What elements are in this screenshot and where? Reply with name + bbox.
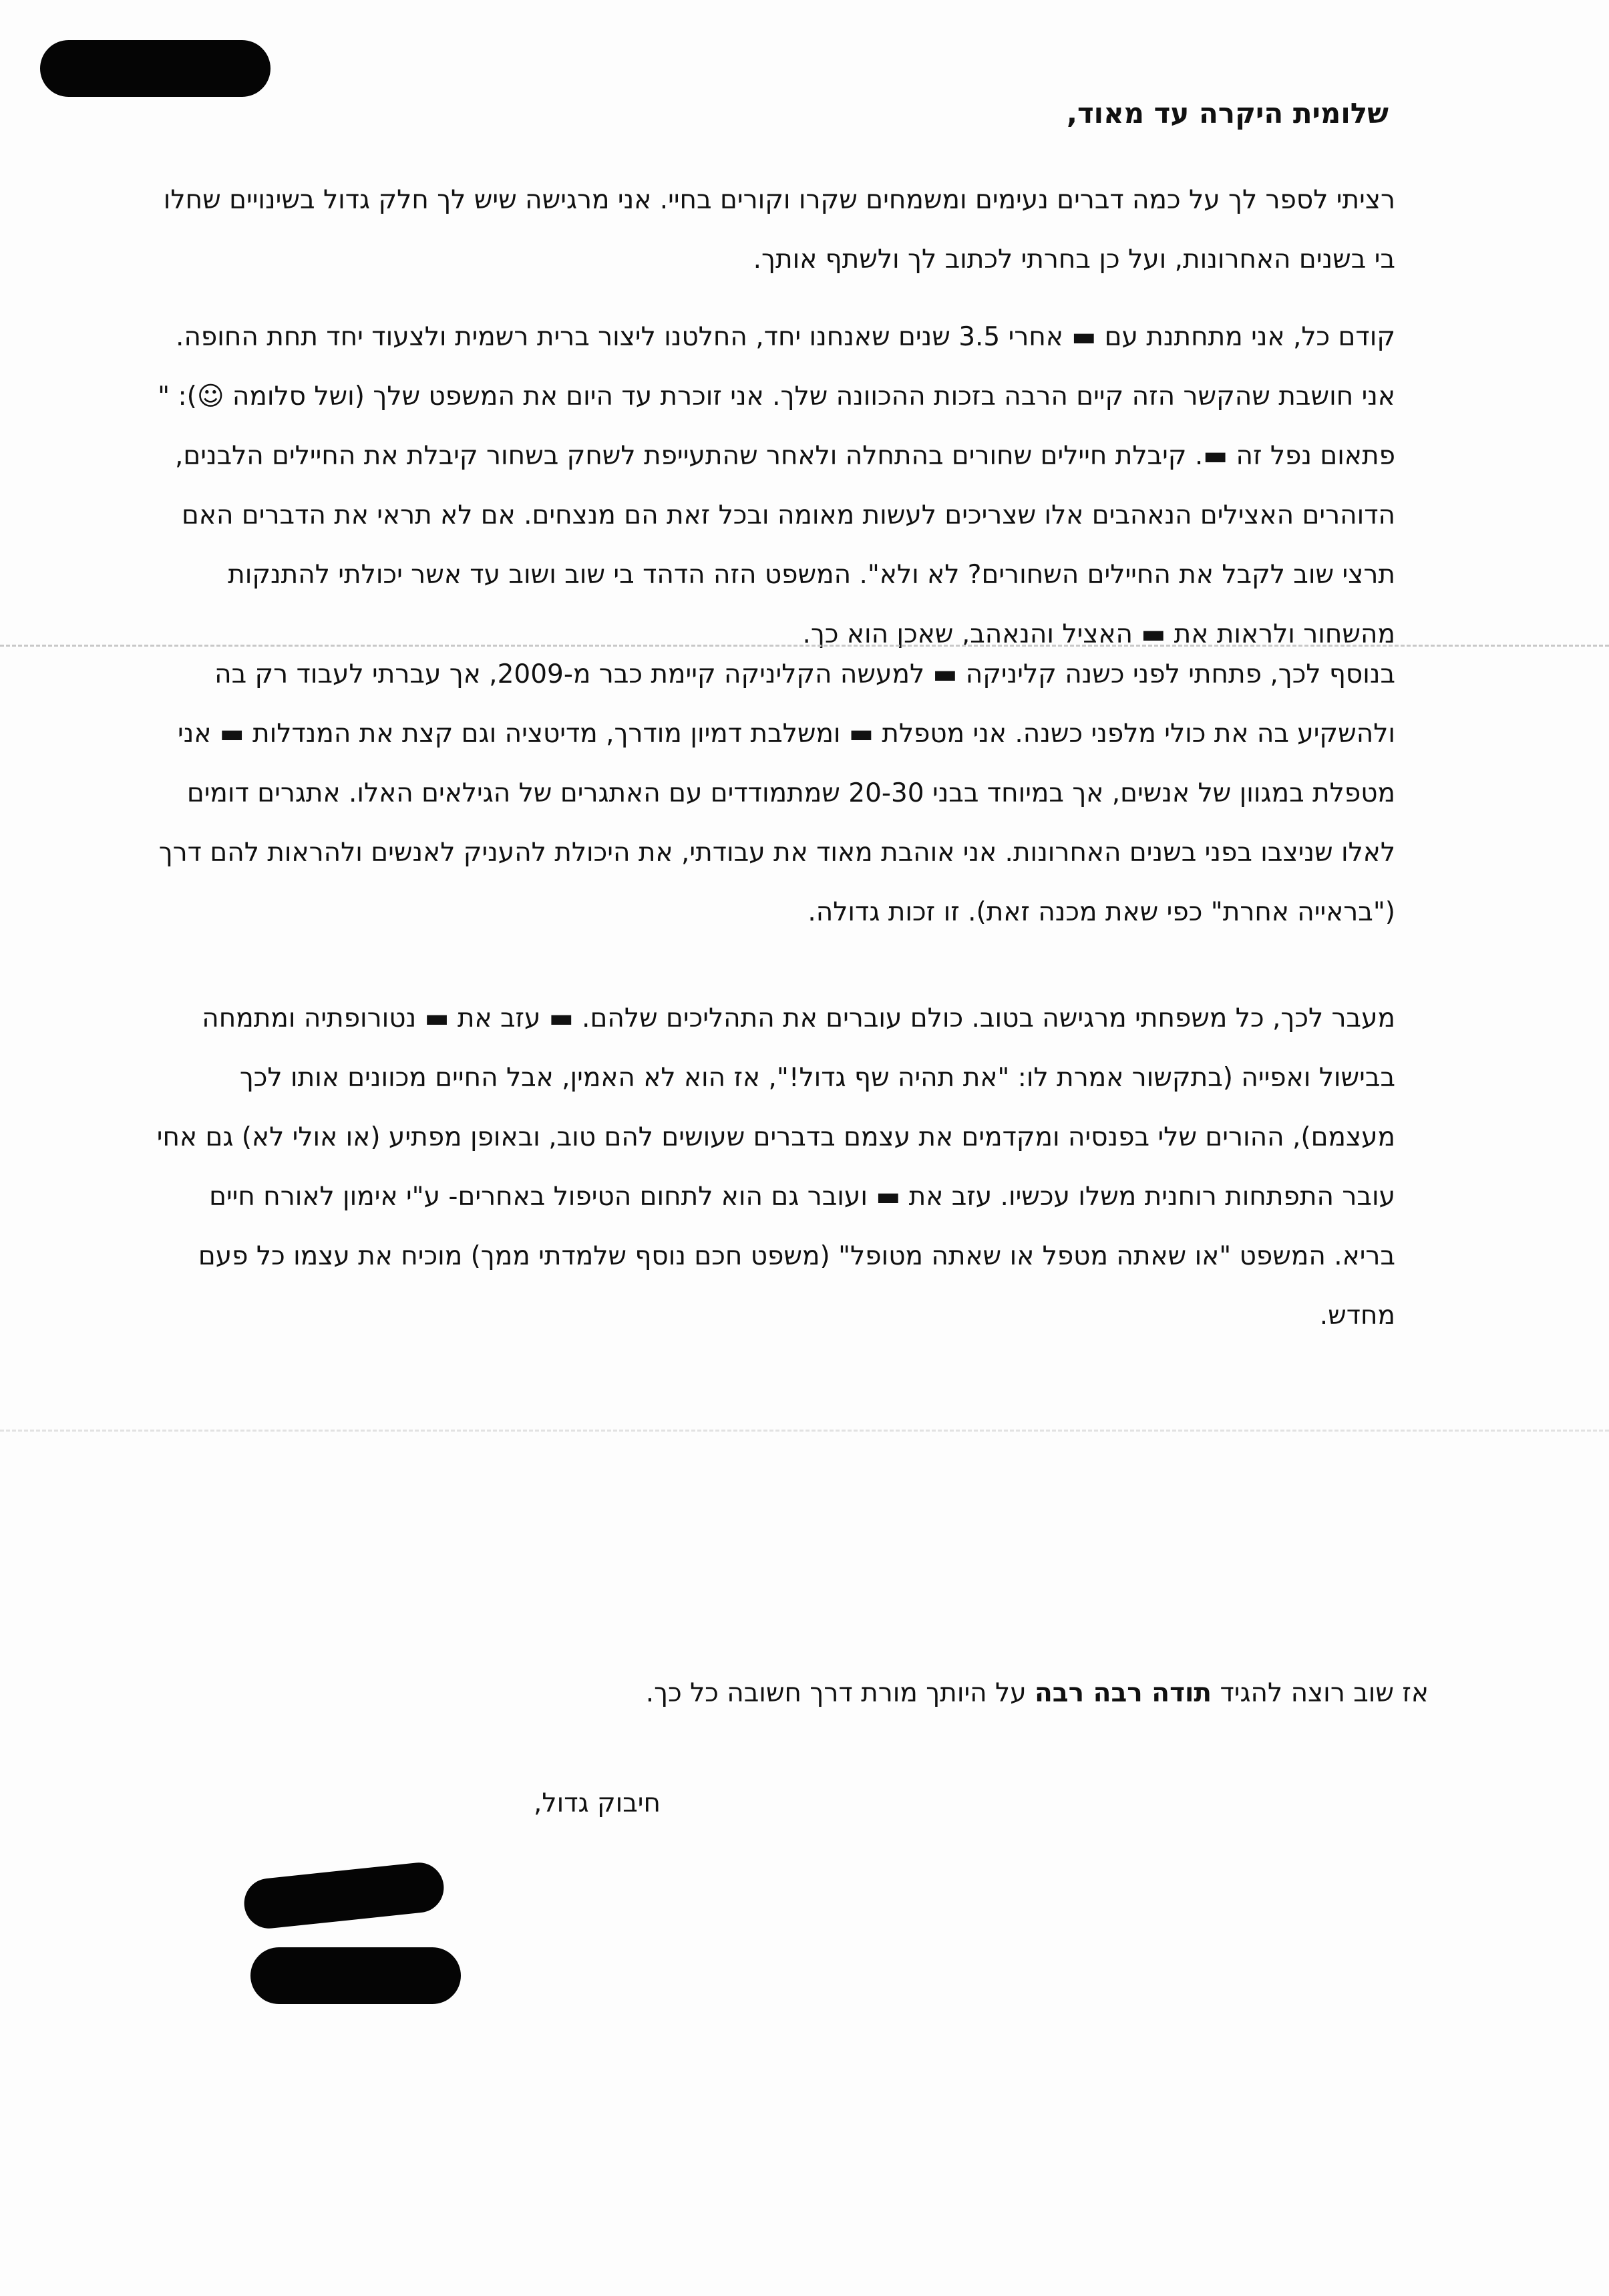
- redacted-header-mark: [40, 40, 271, 97]
- closing-suffix: על היותך מורת דרך חשובה כל כך.: [645, 1678, 1035, 1708]
- closing-bold: תודה רבה רבה: [1035, 1678, 1212, 1708]
- paragraph-clinic: בנוסף לכך, פתחתי לפני כשנה קליניקה ▬ למעשה הקליניקה קיימת כבר מ-2009, אך עברתי לעבוד רק בה ולהשקיע בה את כולי מלפני כשנה. אני מטפלת ▬ ומשלבת דמיון מודרך, מדיטציה וגם קצת את המנדלות ▬ אני מטפלת במגוון של אנשים, אך במיוחד בבני 20-30 שמתמודדים עם האתגרים של הגילאים האלו. אתגרים דומים לאלו שניצבו בפני בשנים האחרונות. אני אוהבת מאוד את עבודתי, את היכולת להעניק לאנשים ולהראות להם דרך ("בראייה אחרת" כפי שאת מכנה זאת). זו זכות גדולה.: [158, 659, 1395, 927]
- signoff: חיבוק גדול,: [534, 1788, 661, 1818]
- redacted-signature-line-2: [250, 1947, 461, 2004]
- closing-line: [160, 1673, 1429, 1713]
- letter-salutation: שלומית היקרה עד מאוד,: [1067, 97, 1389, 130]
- page-fold-line: [0, 1430, 1609, 1432]
- paragraph-intro: רציתי לספר לך על כמה דברים נעימים ומשמחים שקרו וקורים בחיי. אני מרגישה שיש לך חלק גדול בשינויים שחלו בי בשנים האחרונות, ועל כן בחרתי לכתוב לך ולשתף אותך.: [163, 185, 1395, 275]
- redacted-signature-line-1: [242, 1860, 446, 1931]
- paragraph-wedding: קודם כל, אני מתחתנת עם ▬ אחרי 3.5 שנים שאנחנו יחד, החלטנו ליצור ברית רשמית ולצעוד יחד תחת החופה. אני חושבת שהקשר הזה קיים הרבה בזכות ההכוונה שלך. אני זוכרת עד היום את המשפט שלך (ושל סלומה ☺): " פתאום נפל זה ▬. קיבלת חיילים שחורים בהתחלה ולאחר שהתעייפת לשחק בשחור קיבלת את החיילים הלבנים, הדוהרים האצילים הנאהבים אלו שצריכים לעשות מאומה ובכל זאת הם מנצחים. אם לא תראי את הדברים האם תרצי שוב לקבל את החיילים השחורים? לא ולא". המשפט הזה הדהד בי שוב ושוב עד אשר יכולתי להתנקות מהשחור ולראות את ▬ האציל והנאהב, שאכן הוא כך.: [158, 322, 1395, 649]
- paragraph-family: מעבר לכך, כל משפחתי מרגישה בטוב. כולם עוברים את התהליכים שלהם. ▬ עזב את ▬ נטורופתיה ומתמחה בבישול ואפייה (בתקשור אמרת לו: "את תהיה שף גדול!", אז הוא לא האמין, אבל החיים מכוונים אותו לכך מעצמם), ההורים שלי בפנסיה ומקדמים את עצמם בדברים שעושים להם טוב, ובאופן מפתיע (או אולי לא) גם אחי עובר התפתחות רוחנית משלו עכשיו. עזב את ▬ ועובר גם הוא לתחום הטיפול באחרים- ע"י אימון לאורח חיים בריא. המשפט "או שאתה מטפל או שאתה מטופל" (משפט חכם נוסף שלמדתי ממך) מוכיח את עצמו כל פעם מחדש.: [156, 1003, 1395, 1331]
- closing-prefix: אז שוב רוצה להגיד: [1212, 1678, 1429, 1708]
